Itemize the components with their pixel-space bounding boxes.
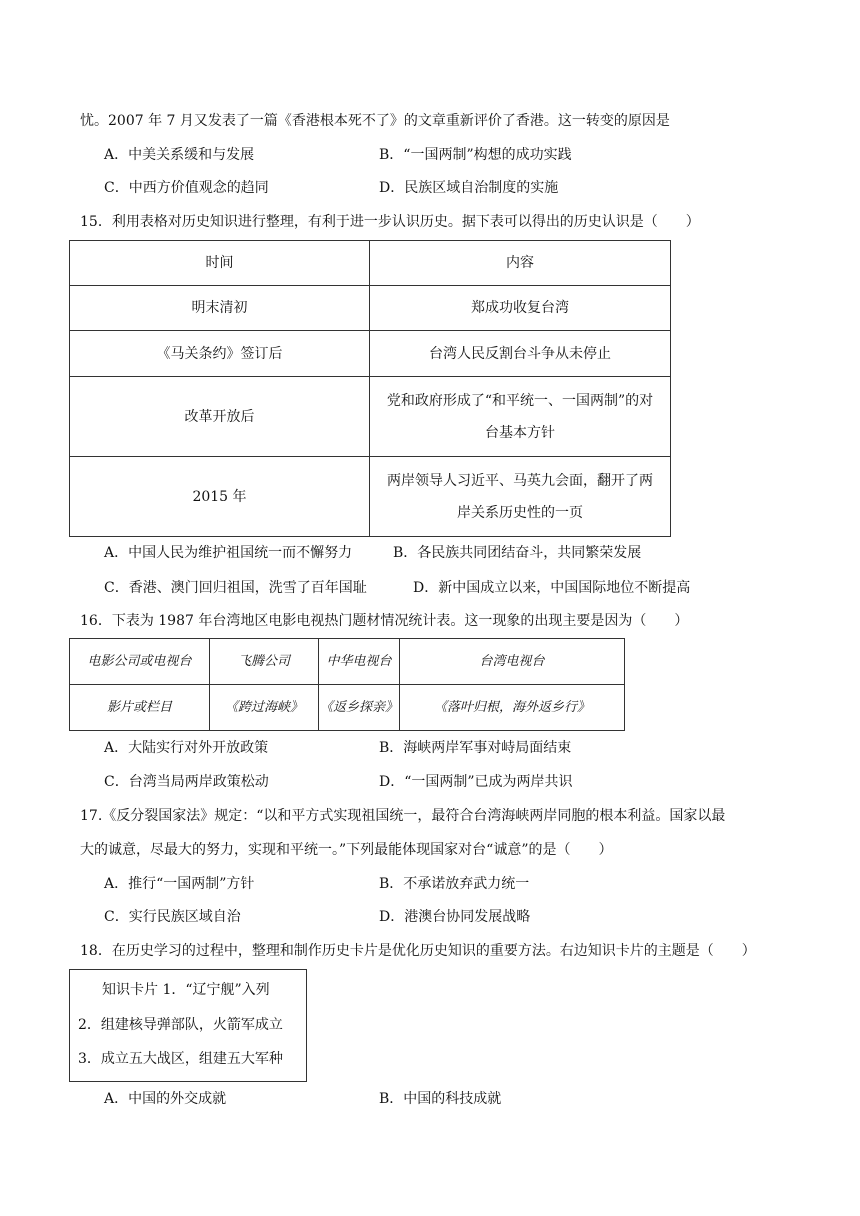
table-cell: 中华电视台	[319, 639, 400, 685]
q15-option-c[interactable]: C．香港、澳门回归祖国，洗雪了百年国耻	[104, 580, 367, 596]
table-cell: 台湾电视台	[400, 639, 625, 685]
q17-option-c[interactable]: C．实行民族区域自治	[104, 909, 241, 925]
table-cell: 飞腾公司	[210, 639, 319, 685]
q15-option-a[interactable]: A．中国人民为维护祖国统一而不懈努力	[104, 545, 353, 561]
q17-option-a[interactable]: A．推行“一国两制”方针	[104, 876, 255, 892]
table-cell: 《返乡探亲》	[319, 685, 400, 731]
question-16-stem: 16．下表为 1987 年台湾地区电影电视热门题材情况统计表。这一现象的出现主要是因为（ ）	[80, 613, 689, 629]
card-line-3: 3．成立五大战区，组建五大军种	[78, 1051, 283, 1067]
table-cell: 影片或栏目	[70, 685, 210, 731]
question-17-stem-line2: 大的诚意，尽最大的努力，实现和平统一。”下列最能体现国家对台“诚意”的是（ ）	[80, 842, 613, 858]
question-15-stem: 15．利用表格对历史知识进行整理，有利于进一步认识历史。据下表可以得出的历史认识是（ ）	[80, 214, 700, 230]
question-18-stem: 18．在历史学习的过程中，整理和制作历史卡片是优化历史知识的重要方法。右边知识卡片的主题是（ ）	[80, 943, 756, 959]
table-row	[70, 331, 671, 377]
q16-option-a[interactable]: A．大陆实行对外开放政策	[104, 740, 269, 756]
table-row	[70, 286, 671, 331]
q16-table	[69, 638, 625, 731]
table-row	[70, 377, 671, 457]
q14-option-d[interactable]: D．民族区域自治制度的实施	[379, 180, 559, 196]
table-cell: 台湾人民反割台斗争从未停止	[370, 331, 671, 377]
table-row	[70, 241, 671, 286]
knowledge-card	[69, 969, 307, 1082]
table-cell: 电影公司或电视台	[70, 639, 210, 685]
card-line-1: 知识卡片 1．“辽宁舰”入列	[102, 982, 270, 998]
table-cell: 改革开放后	[70, 377, 370, 457]
table-cell: 党和政府形成了“和平统一、一国两制”的对台基本方针	[370, 377, 671, 457]
q17-option-d[interactable]: D．港澳台协同发展战略	[379, 909, 531, 925]
table-cell: 《落叶归根，海外返乡行》	[400, 685, 625, 731]
table-cell: 《跨过海峡》	[210, 685, 319, 731]
q15-table	[69, 240, 671, 537]
q16-option-d[interactable]: D．“一国两制”已成为两岸共识	[379, 774, 573, 790]
table-row	[70, 639, 625, 685]
q15-option-d[interactable]: D．新中国成立以来，中国国际地位不断提高	[413, 580, 691, 596]
table-cell: 两岸领导人习近平、马英九会面，翻开了两岸关系历史性的一页	[370, 457, 671, 537]
table-header-cell: 内容	[370, 241, 671, 286]
table-cell: 《马关条约》签订后	[70, 331, 370, 377]
question-14-stem-tail: 忧。2007 年 7 月又发表了一篇《香港根本死不了》的文章重新评价了香港。这一转变的原因是	[80, 113, 670, 129]
q16-option-b[interactable]: B．海峡两岸军事对峙局面结束	[379, 740, 572, 756]
question-17-stem-line1: 17.《反分裂国家法》规定：“以和平方式实现祖国统一，最符合台湾海峡两岸同胞的根本利益。国家以最	[80, 808, 726, 824]
q15-option-b[interactable]: B．各民族共同团结奋斗，共同繁荣发展	[393, 545, 642, 561]
q18-option-b[interactable]: B．中国的科技成就	[379, 1091, 502, 1107]
q16-option-c[interactable]: C．台湾当局两岸政策松动	[104, 774, 269, 790]
q14-option-c[interactable]: C．中西方价值观念的趋同	[104, 180, 269, 196]
table-row	[70, 685, 625, 731]
q14-option-a[interactable]: A．中美关系缓和与发展	[104, 147, 255, 163]
table-row	[70, 457, 671, 537]
q14-option-b[interactable]: B．“一国两制”构想的成功实践	[379, 147, 572, 163]
q18-option-a[interactable]: A．中国的外交成就	[104, 1091, 227, 1107]
card-line-2: 2．组建核导弹部队，火箭军成立	[78, 1017, 283, 1033]
q17-option-b[interactable]: B．不承诺放弃武力统一	[379, 876, 530, 892]
table-cell: 郑成功收复台湾	[370, 286, 671, 331]
table-cell: 明末清初	[70, 286, 370, 331]
table-header-cell: 时间	[70, 241, 370, 286]
table-cell: 2015 年	[70, 457, 370, 537]
